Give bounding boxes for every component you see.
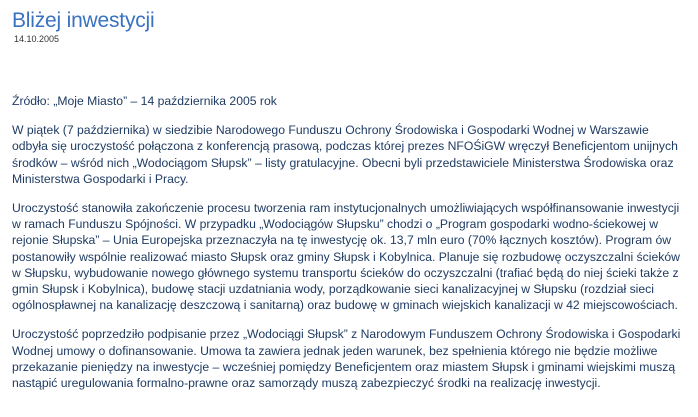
article-paragraph: Uroczystość stanowiła zakończenie procesu tworzenia ram instytucjonalnych umożliwiających współfinansowanie inwestycji w ramach Funduszu Spójności. W przypadku „Wodociągów Słupsku” chodzi o „Program gospodarki wodno-ściekowej w rejonie Słupska” – Unia Europejska przeznaczyła na tę inwestycję ok. 13,7 mln euro (70% łącznych kosztów). Program ów postanowiły wspólnie realizować miasto Słupsk oraz gminy Słupsk i Kobylnica. Planuje się rozbudowę oczyszczalni ścieków w Słupsku, wybudowanie nowego głównego systemu transportu ścieków do oczyszczalni (trafiać będą do niej ścieki także z gmin Słupsk i Kobylnica), budowę stacji uzdatniania wody, porządkowanie sieci kanalizacyjnej w Słupsku (rozdział sieci ogólnospławnej na kanalizację deszczową i sanitarną) oraz budowę w gminach wiejskich kanalizacji w 42 miejscowościach.	[12, 201, 680, 313]
article-paragraph: W piątek (7 października) w siedzibie Narodowego Funduszu Ochrony Środowiska i Gospodarki Wodnej w Warszawie odbyła się uroczystość połączona z konferencją prasową, podczas której prezes NFOŚiGW wręczył Beneficjentom unijnych środków – wśród nich „Wodociągom Słupsk” – listy gratulacyjne. Obecni byli przedstawiciele Ministerstwa Środowiska oraz Ministerstwa Gospodarki i Pracy.	[12, 123, 678, 186]
article-paragraph: Uroczystość poprzedziło podpisanie przez „Wodociągi Słupsk” z Narodowym Funduszem Ochrony Środowiska i Gospodarki Wodnej umowy o dofinansowanie. Umowa ta zawiera jednak jeden warunek, bez spełnienia którego nie będzie możliwe przekazanie pieniędzy na inwestycje – wcześniej pomiędzy Beneficjentem oraz miastem Słupsk i gminami wiejskimi muszą nastąpić uregulowania formalno-prawne oraz samorządy muszą zabezpieczyć środki na realizację inwestycji.	[12, 327, 681, 391]
article-title: Bliżej inwestycji	[12, 9, 155, 32]
article-body	[12, 93, 688, 404]
article-date: 14.10.2005	[14, 34, 60, 44]
article-header	[12, 8, 688, 45]
article-source: Źródło: „Moje Miasto” – 14 października 2005 rok	[12, 94, 277, 108]
